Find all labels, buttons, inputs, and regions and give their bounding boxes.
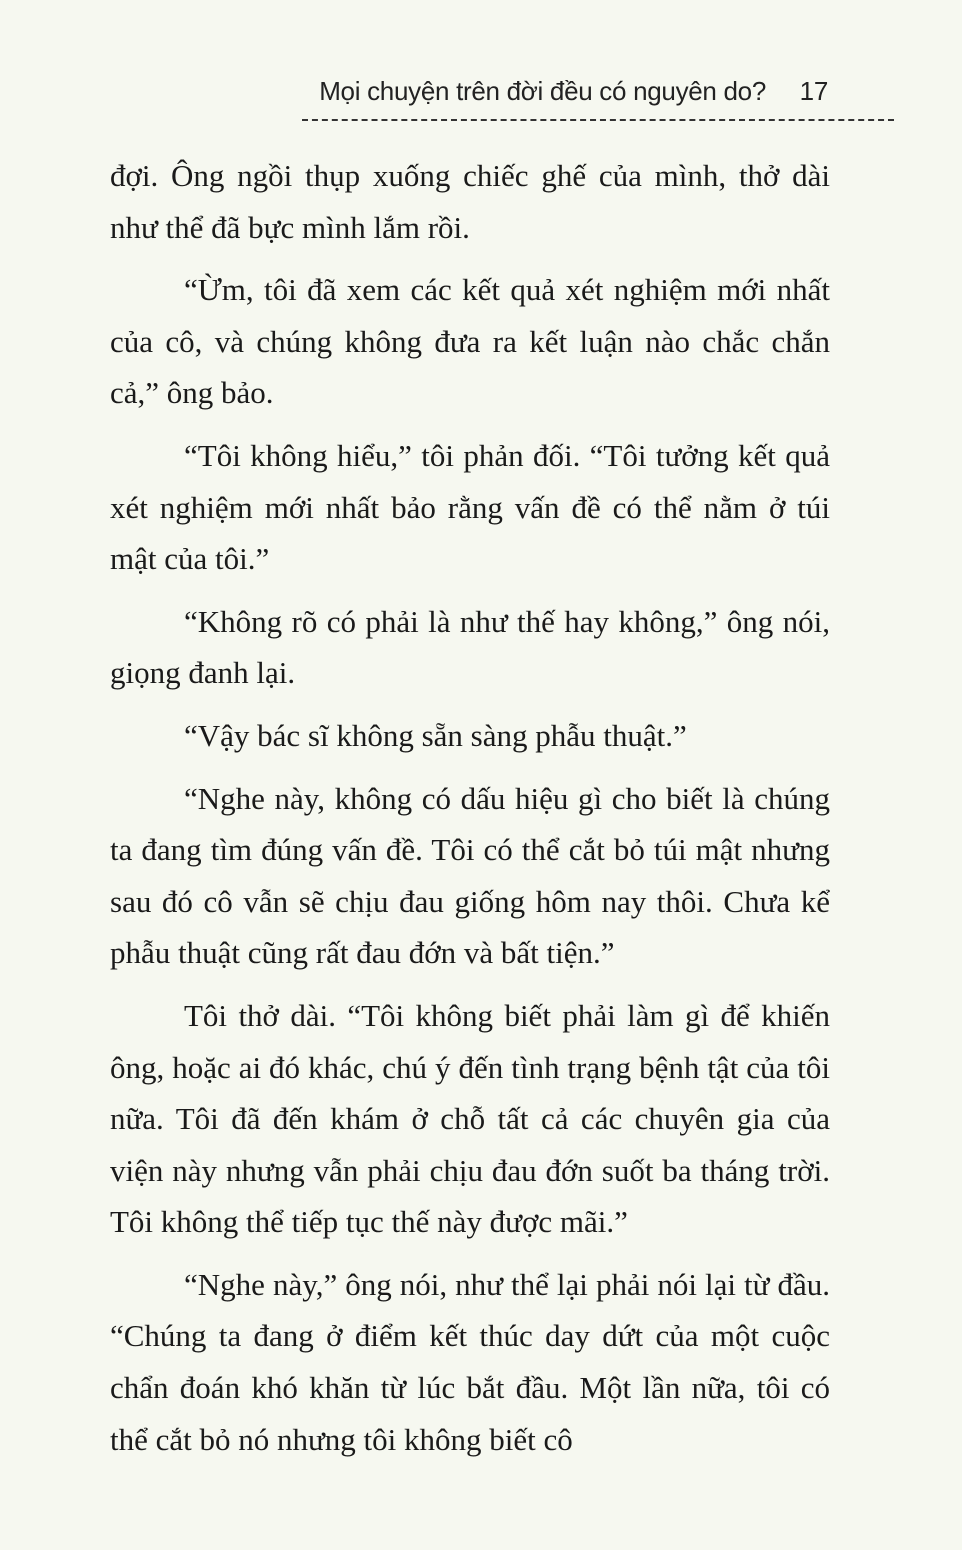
paragraph-5: “Vậy bác sĩ không sẵn sàng phẫu thuật.” bbox=[184, 717, 687, 753]
header-dashed-rule bbox=[302, 119, 894, 121]
paragraph-7: Tôi thở dài. “Tôi không biết phải làm gì để khiến ông, hoặc ai đó khác, chú ý đến tình trạng bệnh tật của tôi nữa. Tôi đã đến khám ở chỗ tất cả các chuyên gia của viện này nhưng vẫn phải chịu đau đớn suốt ba tháng trời. Tôi không thể tiếp tục thế này được mãi.” bbox=[110, 997, 830, 1240]
paragraph-4: “Không rõ có phải là như thế hay không,” ông nói, giọng đanh lại. bbox=[110, 603, 830, 691]
paragraph-6: “Nghe này, không có dấu hiệu gì cho biết là chúng ta đang tìm đúng vấn đề. Tôi có thể cắt bỏ túi mật nhưng sau đó cô vẫn sẽ chịu đau giống hôm nay thôi. Chưa kể phẫu thuật cũng rất đau đớn và bất tiện.” bbox=[110, 780, 830, 971]
paragraph-3: “Tôi không hiểu,” tôi phản đối. “Tôi tưởng kết quả xét nghiệm mới nhất bảo rằng vấn đề có thể nằm ở túi mật của tôi.” bbox=[110, 437, 830, 577]
paragraph-2: “Ừm, tôi đã xem các kết quả xét nghiệm mới nhất của cô, và chúng không đưa ra kết luận nào chắc chắn cả,” ông bảo. bbox=[110, 272, 830, 411]
page-number: 17 bbox=[799, 76, 828, 106]
running-header bbox=[300, 72, 828, 112]
running-title: Mọi chuyện trên đời đều có nguyên do? bbox=[319, 76, 766, 106]
paragraph-1: đợi. Ông ngồi thụp xuống chiếc ghế của mình, thở dài như thể đã bực mình lắm rồi. bbox=[110, 158, 830, 245]
body-text bbox=[110, 150, 830, 1476]
paragraph-8: “Nghe này,” ông nói, như thể lại phải nói lại từ đầu. “Chúng ta đang ở điểm kết thúc day dứt của một cuộc chẩn đoán khó khăn từ lúc bắt đầu. Một lần nữa, tôi có thể cắt bỏ nó nhưng tôi không biết cô bbox=[110, 1266, 830, 1457]
